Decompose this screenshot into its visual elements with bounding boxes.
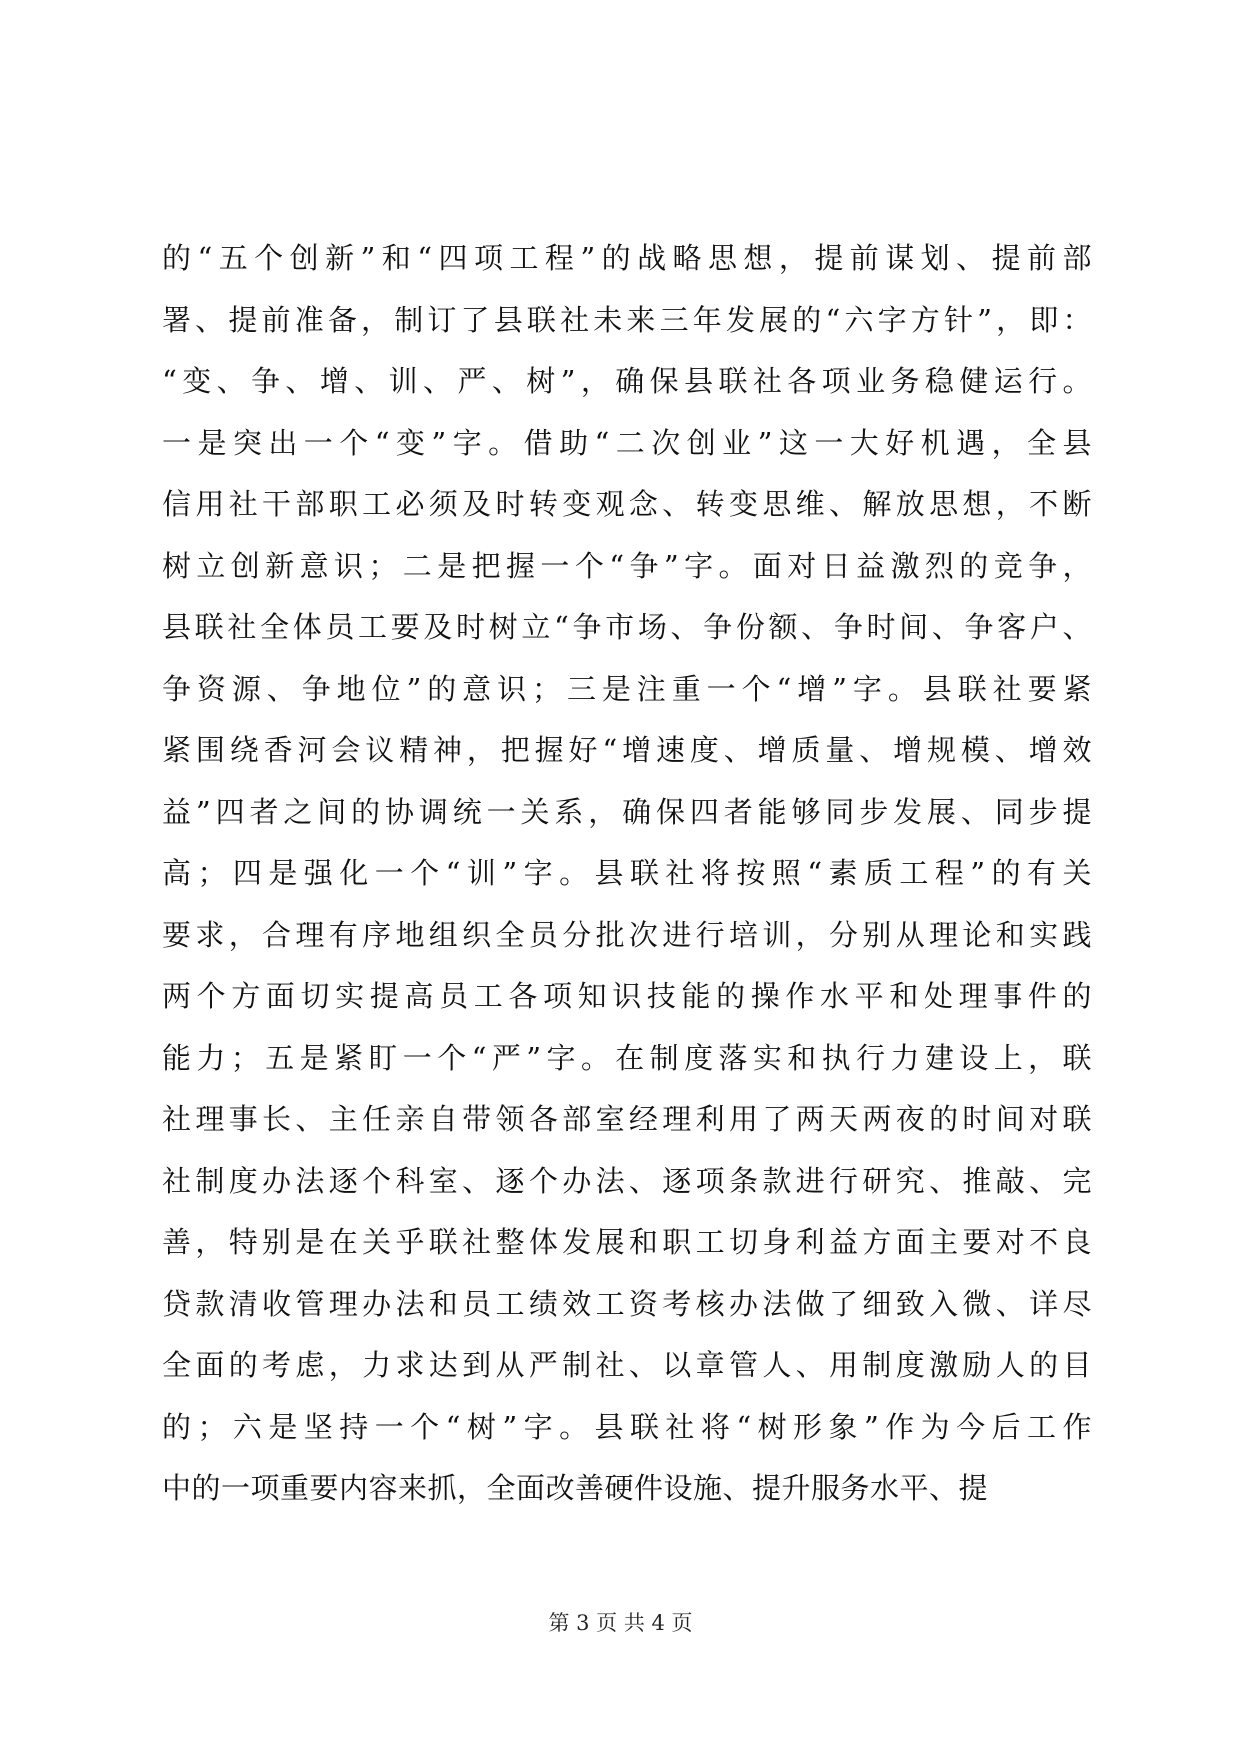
text-line: 全面的考虑，力求达到从严制社、以章管人、用制度激励人的目: [162, 1348, 1092, 1382]
text-line: 两个方面切实提高员工各项知识技能的操作水平和处理事件的: [162, 979, 1092, 1013]
text-line: 一是突出一个“变”字。借助“二次创业”这一大好机遇，全县: [162, 425, 1092, 460]
text-line: 的；六是坚持一个“树”字。县联社将“树形象”作为今后工作: [162, 1409, 1092, 1444]
text-line: 县联社全体员工要及时树立“争市场、争份额、争时间、争客户、: [162, 610, 1092, 644]
text-line: 善，特别是在关乎联社整体发展和职工切身利益方面主要对不良: [162, 1225, 1092, 1259]
text-line: 社制度办法逐个科室、逐个办法、逐项条款进行研究、推敲、完: [162, 1163, 1092, 1198]
text-line: 紧围绕香河会议精神，把握好“增速度、增质量、增规模、增效: [162, 733, 1092, 767]
text-line: 的“五个创新”和“四项工程”的战略思想，提前谋划、提前部: [162, 241, 1092, 275]
text-line: 争资源、争地位”的意识；三是注重一个“增”字。县联社要紧: [162, 671, 1092, 706]
text-line: 高；四是强化一个“训”字。县联社将按照“素质工程”的有关: [162, 856, 1092, 890]
text-line: 树立创新意识；二是把握一个“争”字。面对日益激烈的竞争，: [162, 548, 1092, 583]
text-line: 要求，合理有序地组织全员分批次进行培训，分别从理论和实践: [162, 917, 1092, 952]
body-text: [162, 228, 1092, 1520]
text-line: “变、争、增、训、严、树”，确保县联社各项业务稳健运行。: [162, 364, 1092, 398]
text-line: 能力；五是紧盯一个“严”字。在制度落实和执行力建设上，联: [162, 1040, 1092, 1075]
text-line: 社理事长、主任亲自带领各部室经理利用了两天两夜的时间对联: [162, 1102, 1092, 1136]
page-number-footer: 第 3 页 共 4 页: [548, 1611, 693, 1635]
text-line: 贷款清收管理办法和员工绩效工资考核办法做了细致入微、详尽: [162, 1286, 1092, 1321]
text-line: 信用社干部职工必须及时转变观念、转变思维、解放思想，不断: [162, 487, 1092, 521]
text-line: 署、提前准备，制订了县联社未来三年发展的“六字方针”，即：: [162, 302, 1092, 337]
text-line: 益”四者之间的协调统一关系，确保四者能够同步发展、同步提: [162, 794, 1092, 829]
text-line: 中的一项重要内容来抓，全面改善硬件设施、提升服务水平、提: [162, 1471, 989, 1505]
